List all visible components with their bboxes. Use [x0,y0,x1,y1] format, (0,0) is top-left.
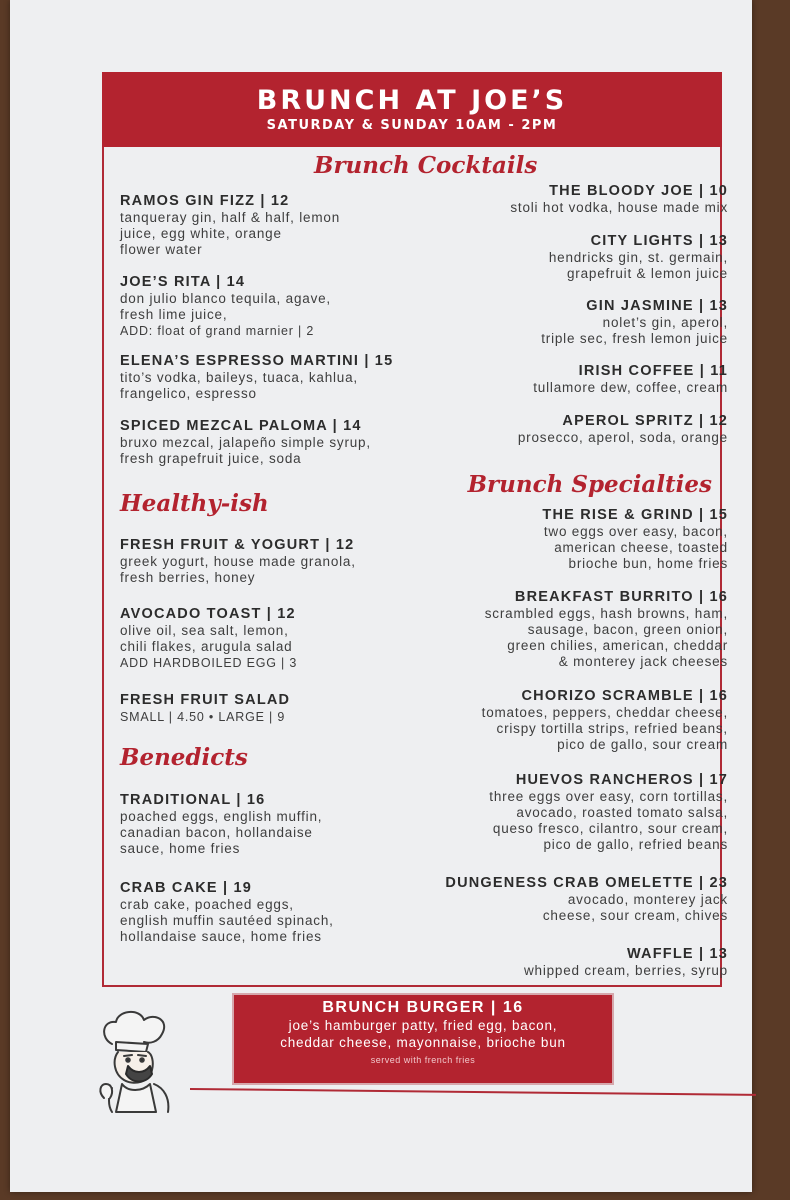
item-name: THE RISE & GRIND | 15 [542,507,728,523]
item-desc: frangelico, espresso [120,386,257,401]
item-desc: triple sec, fresh lemon juice [541,331,728,346]
item-desc: juice, egg white, orange [120,226,282,241]
item-desc: tito’s vodka, baileys, tuaca, kahlua, [120,370,358,385]
item-desc: grapefruit & lemon juice [566,266,728,281]
section-benedicts: Benedicts [120,744,248,771]
menu-item-espresso-martini [120,352,393,402]
menu-item-gin-jasmine [541,297,728,347]
menu-item-huevos-rancheros [489,771,728,853]
menu-item-rise-grind [542,506,728,572]
item-name: IRISH COFFEE | 11 [578,363,728,379]
item-desc: stoli hot vodka, house made mix [510,200,728,215]
item-desc: prosecco, aperol, soda, orange [517,430,728,445]
item-desc: poached eggs, english muffin, [120,809,323,824]
item-desc: hollandaise sauce, home fries [120,929,322,944]
item-sizes: SMALL | 4.50 • LARGE | 9 [120,710,286,724]
item-desc: olive oil, sea salt, lemon, [120,623,289,638]
item-name: FRESH FRUIT & YOGURT | 12 [120,537,355,553]
item-desc: green chilies, american, cheddar [507,638,728,653]
item-name: CITY LIGHTS | 13 [590,233,728,249]
header-banner [102,72,722,147]
menu-item-breakfast-burrito [485,588,728,670]
section-brunch-cocktails: Brunch Cocktails [314,152,538,179]
section-brunch-specialties: Brunch Specialties [467,471,712,498]
item-name: AVOCADO TOAST | 12 [120,606,296,622]
item-desc: tullamore dew, coffee, cream [533,380,728,395]
item-desc: whipped cream, berries, syrup [523,963,728,978]
menu-item-crab-omelette [445,874,728,924]
menu-item-ramos-gin-fizz [120,192,340,258]
menu-item-aperol-spritz [518,412,728,446]
item-name: SPICED MEZCAL PALOMA | 14 [120,418,362,434]
item-desc: don julio blanco tequila, agave, [120,291,331,306]
item-addon: ADD: float of grand marnier | 2 [120,324,315,338]
menu-item-fruit-yogurt [120,536,356,586]
menu-item-mezcal-paloma [120,417,371,467]
item-desc: brioche bun, home fries [568,556,728,571]
item-desc: tomatoes, peppers, cheddar cheese, [481,705,728,720]
item-desc: avocado, monterey jack [567,892,728,907]
section-healthy-ish: Healthy-ish [120,490,269,517]
burger-note: served with french fries [370,1055,476,1065]
item-desc: crab cake, poached eggs, [120,897,294,912]
item-name: BREAKFAST BURRITO | 16 [514,589,728,605]
menu-hours: SATURDAY & SUNDAY 10AM - 2PM [266,118,558,133]
menu-item-avocado-toast [120,605,297,671]
item-desc: nolet’s gin, aperol, [602,315,728,330]
item-desc: crispy tortilla strips, refried beans, [496,721,728,736]
menu-item-fruit-salad [120,691,290,725]
item-name: HUEVOS RANCHEROS | 17 [515,772,728,788]
menu-item-waffle [524,945,728,979]
burger-desc-line-1: joe’s hamburger patty, fried egg, bacon, [288,1018,558,1033]
item-desc: fresh berries, honey [120,570,256,585]
item-desc: pico de gallo, refried beans [543,837,728,852]
item-desc: greek yogurt, house made granola, [120,554,356,569]
brunch-burger-callout [232,993,614,1085]
item-name: APEROL SPRITZ | 12 [562,413,728,429]
menu-item-crab-cake [120,879,334,945]
chef-mascot-icon [94,1008,186,1114]
item-desc: sausage, bacon, green onion, [527,622,728,637]
item-name: TRADITIONAL | 16 [120,792,266,808]
burger-desc-line-2: cheddar cheese, mayonnaise, brioche bun [280,1035,566,1050]
item-desc: queso fresco, cilantro, sour cream, [492,821,728,836]
menu-title: BRUNCH AT JOE’S [256,85,568,116]
item-desc: two eggs over easy, bacon, [543,524,728,539]
item-name: WAFFLE | 13 [626,946,728,962]
burger-name: BRUNCH BURGER | 16 [322,999,524,1016]
item-name: JOE’S RITA | 14 [120,274,246,290]
menu-item-city-lights [549,232,728,282]
item-desc: three eggs over easy, corn tortillas, [489,789,728,804]
item-name: CHORIZO SCRAMBLE | 16 [521,688,728,704]
item-desc: sauce, home fries [120,841,241,856]
item-desc: scrambled eggs, hash browns, ham, [484,606,728,621]
item-addon: ADD HARDBOILED EGG | 3 [120,656,298,670]
item-name: THE BLOODY JOE | 10 [549,183,728,199]
menu-item-bloody-joe [510,182,728,216]
menu-item-traditional [120,791,322,857]
item-desc: & monterey jack cheeses [558,654,728,669]
item-name: RAMOS GIN FIZZ | 12 [120,193,290,209]
item-desc: avocado, roasted tomato salsa, [516,805,728,820]
item-name: CRAB CAKE | 19 [120,880,253,896]
item-name: DUNGENESS CRAB OMELETTE | 23 [445,875,728,891]
item-desc: chili flakes, arugula salad [120,639,293,654]
menu-item-chorizo-scramble [482,687,728,753]
item-desc: american cheese, toasted [554,540,728,555]
item-desc: flower water [120,242,203,257]
item-name: GIN JASMINE | 13 [586,298,728,314]
item-name: FRESH FRUIT SALAD [120,692,291,708]
item-desc: cheese, sour cream, chives [542,908,728,923]
menu-item-joes-rita [120,273,331,339]
item-desc: fresh grapefruit juice, soda [120,451,302,466]
item-desc: pico de gallo, sour cream [557,737,728,752]
item-desc: hendricks gin, st. germain, [548,250,728,265]
item-desc: fresh lime juice, [120,307,228,322]
item-name: ELENA’S ESPRESSO MARTINI | 15 [120,353,394,369]
item-desc: canadian bacon, hollandaise [120,825,313,840]
item-desc: bruxo mezcal, jalapeño simple syrup, [120,435,371,450]
item-desc: english muffin sautéed spinach, [120,913,334,928]
item-desc: tanqueray gin, half & half, lemon [120,210,341,225]
menu-item-irish-coffee [533,362,728,396]
